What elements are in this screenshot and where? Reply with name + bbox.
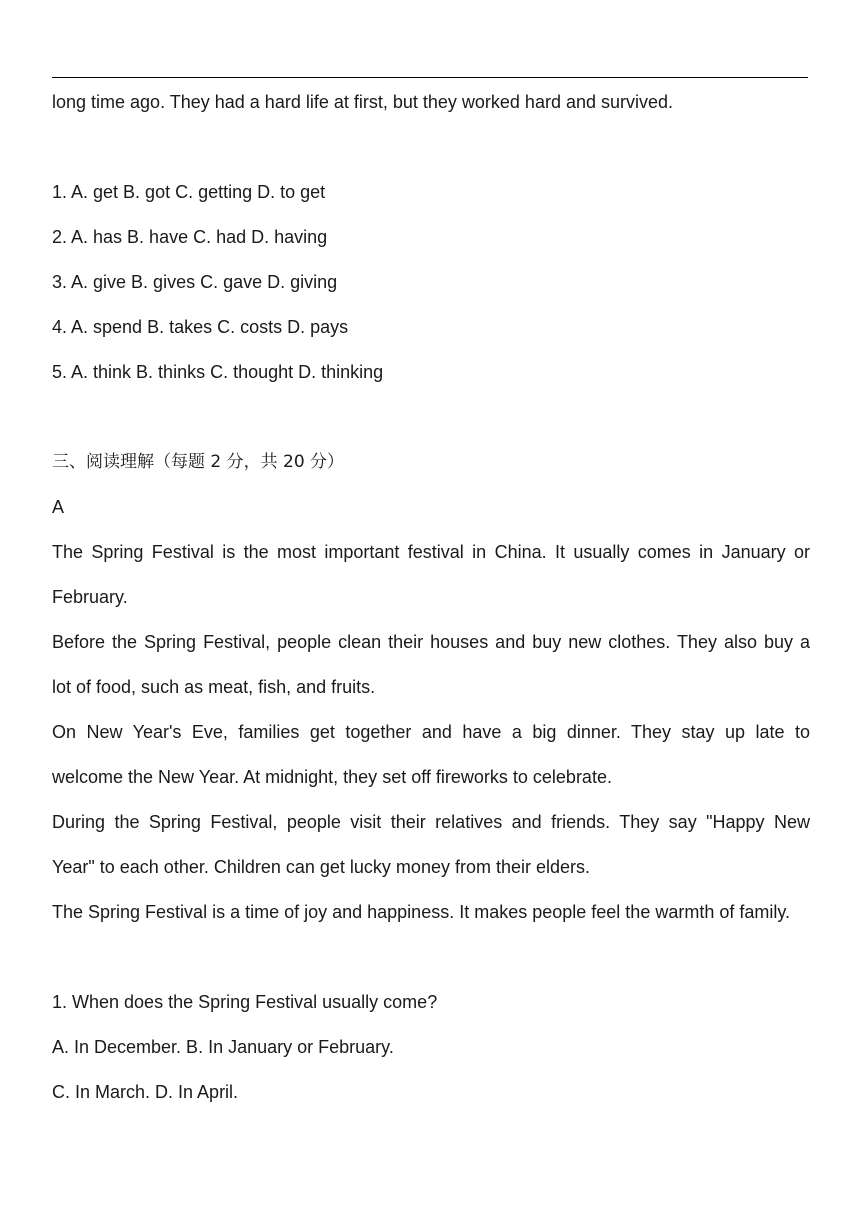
passage-label: A bbox=[52, 497, 65, 517]
cloze-option-3: 3. A. give B. gives C. gave D. giving bbox=[52, 272, 338, 292]
question-stem: 1. When does the Spring Festival usually come? bbox=[52, 992, 438, 1012]
passage-line: February. bbox=[52, 587, 128, 607]
passage-line: During the Spring Festival, people visit their relatives and friends. They say "Happy New bbox=[52, 812, 810, 832]
cloze-option-1: 1. A. get B. got C. getting D. to get bbox=[52, 182, 326, 202]
passage-line: Before the Spring Festival, people clean their houses and buy new clothes. They also buy a bbox=[52, 632, 810, 652]
cloze-option-5: 5. A. think B. thinks C. thought D. thinking bbox=[52, 362, 384, 382]
passage-line: welcome the New Year. At midnight, they set off fireworks to celebrate. bbox=[52, 767, 612, 787]
passage-line: The Spring Festival is a time of joy and happiness. It makes people feel the warmth of family. bbox=[52, 902, 791, 922]
cloze-option-2: 2. A. has B. have C. had D. having bbox=[52, 227, 328, 247]
question-options: A. In December. B. In January or February. bbox=[52, 1037, 394, 1057]
passage-line: The Spring Festival is the most important festival in China. It usually comes in January or bbox=[52, 542, 810, 562]
section-title: 三、阅读理解（每题 2 分，共 20 分） bbox=[52, 452, 345, 472]
passage-line: lot of food, such as meat, fish, and fruits. bbox=[52, 677, 376, 697]
question-options: C. In March. D. In April. bbox=[52, 1082, 239, 1102]
cloze-option-4: 4. A. spend B. takes C. costs D. pays bbox=[52, 317, 349, 337]
passage-line: On New Year's Eve, families get together and have a big dinner. They stay up late to bbox=[52, 722, 810, 742]
passage-line: Year" to each other. Children can get lucky money from their elders. bbox=[52, 857, 591, 877]
header-rule bbox=[52, 77, 808, 78]
passage-continuation: long time ago. They had a hard life at first, but they worked hard and survived. bbox=[52, 92, 674, 112]
